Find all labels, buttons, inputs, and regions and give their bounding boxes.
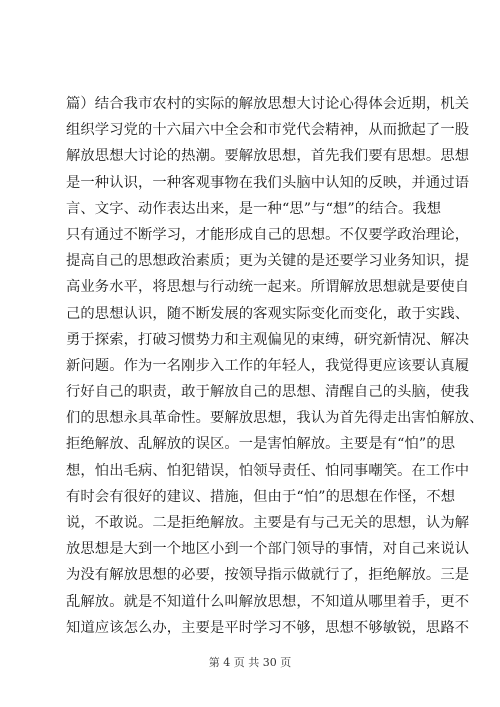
text-line: 知道应该怎么办，主要是平时学习不够，思想不够敏锐，思路不 — [66, 619, 470, 636]
text-line: 是一种认识，一种客观事物在我们头脑中认知的反映，并通过语 — [66, 174, 470, 191]
text-line: 只有通过不断学习，才能形成自己的思想。不仅要学政治理论， — [66, 226, 470, 243]
text-line: 新问题。作为一名刚步入工作的年轻人，我觉得更应该要认真履 — [66, 357, 470, 374]
text-line: 言、文字、动作表达出来，是一种“思”与“想”的结合。我想 — [66, 200, 442, 217]
text-line: 提高自己的思想政治素质；更为关键的是还要学习业务知识，提 — [66, 253, 470, 270]
text-line: 行好自己的职责，敢于解放自己的思想、清醒自己的头脑，使我 — [66, 384, 470, 401]
body-text — [66, 91, 484, 641]
text-line: 放思想是大到一个地区小到一个部门领导的事情，对自己来说认 — [66, 541, 470, 558]
text-line: 想，怕出毛病、怕犯错误，怕领导责任、怕同事嘲笑。在工作中 — [66, 462, 470, 479]
page-number-footer: 第 4 页 共 30 页 — [208, 656, 292, 669]
text-line: 高业务水平，将思想与行动统一起来。所谓解放思想就是要使自 — [66, 279, 470, 296]
text-line: 乱解放。就是不知道什么叫解放思想，不知道从哪里着手，更不 — [66, 593, 470, 610]
text-line: 有时会有很好的建议、措施，但由于“怕”的思想在作怪，不想 — [66, 488, 456, 505]
text-line: 拒绝解放、乱解放的误区。一是害怕解放。主要是有“怕”的思 — [66, 436, 456, 453]
text-line: 说，不敢说。二是拒绝解放。主要是有与己无关的思想，认为解 — [66, 515, 470, 531]
text-line: 解放思想大讨论的热潮。要解放思想，首先我们要有思想。思想 — [66, 148, 470, 165]
text-line: 篇）结合我市农村的实际的解放思想大讨论心得体会近期，机关 — [66, 96, 470, 112]
text-line: 己的思想认识，随不断发展的客观实际变化而变化，敢于实践、 — [66, 305, 470, 322]
text-line: 为没有解放思想的必要，按领导指示做就行了，拒绝解放。三是 — [66, 567, 470, 584]
text-line: 们的思想永具革命性。要解放思想，我认为首先得走出害怕解放、 — [66, 410, 484, 427]
text-line: 组织学习党的十六届六中全会和市党代会精神，从而掀起了一股 — [66, 122, 470, 139]
text-line: 勇于探索，打破习惯势力和主观偏见的束缚，研究新情况、解决 — [66, 331, 470, 348]
